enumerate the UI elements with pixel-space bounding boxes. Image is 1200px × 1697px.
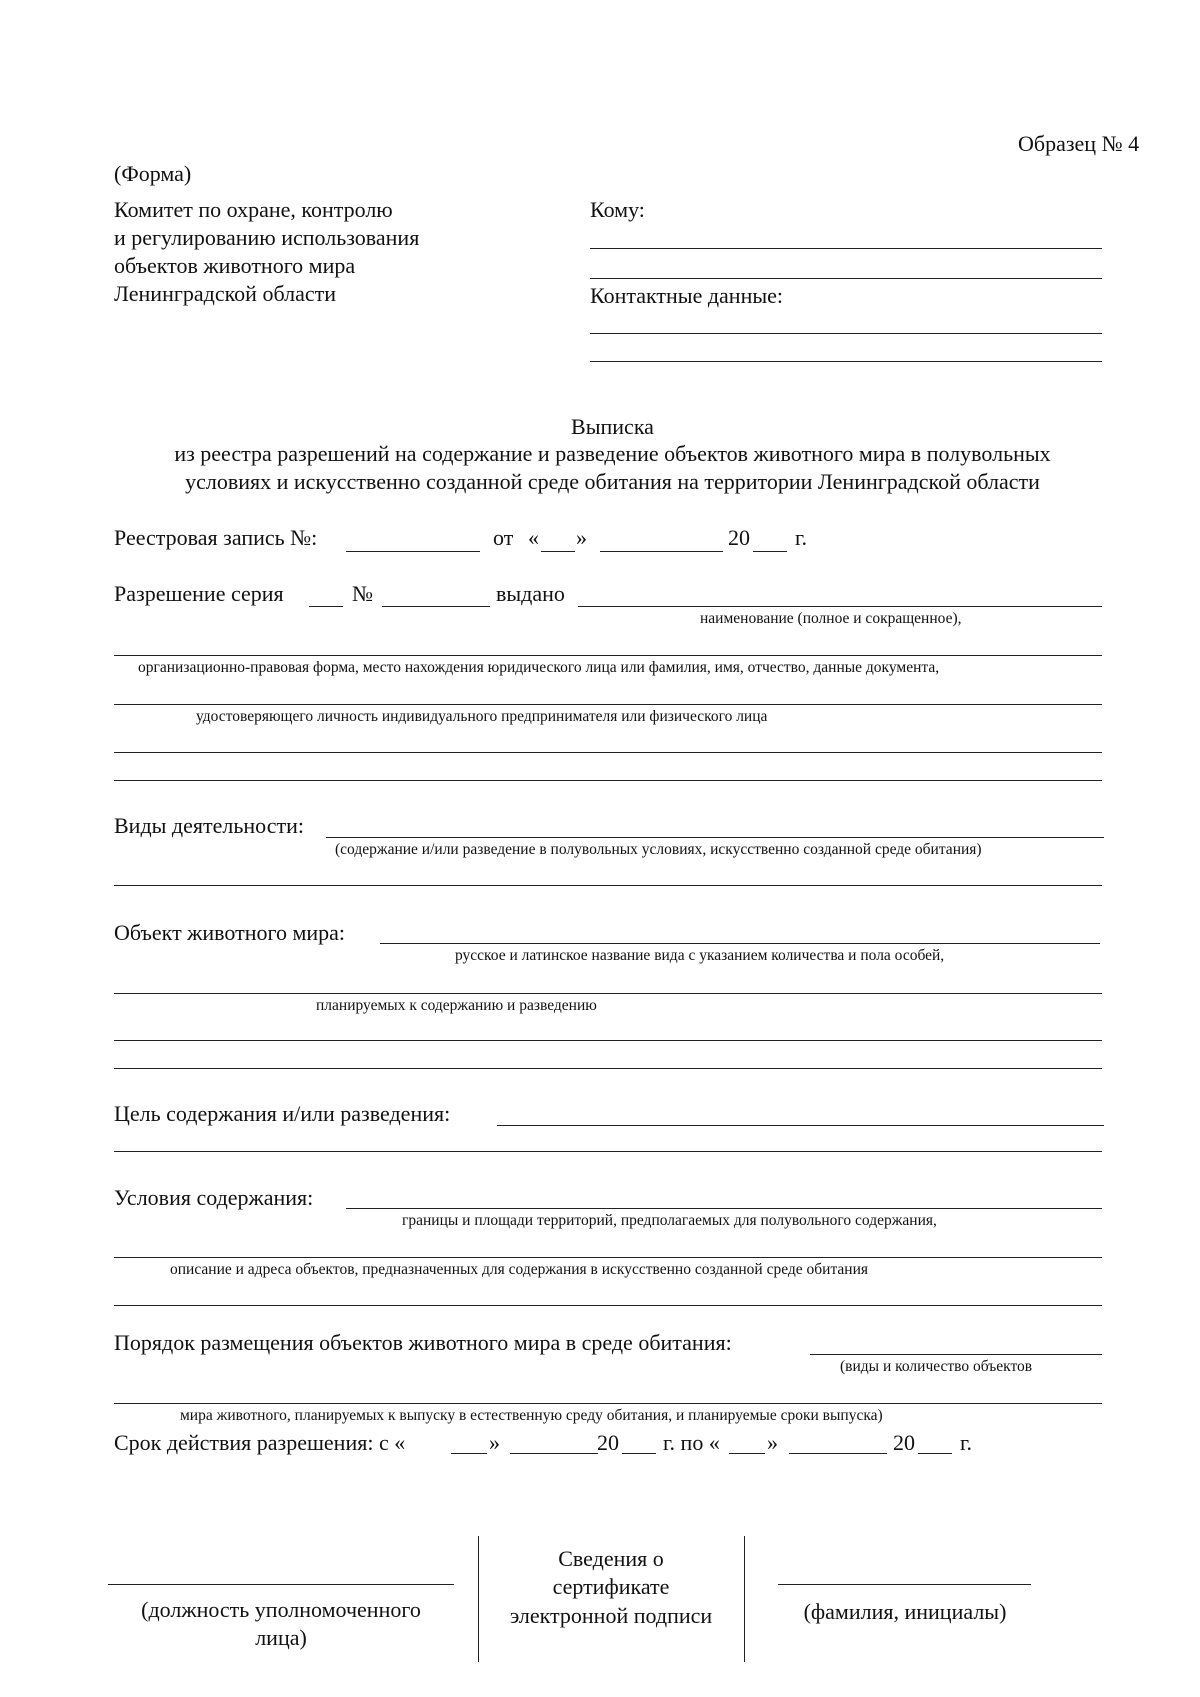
registry-year-prefix: 20 xyxy=(728,525,750,550)
validity-from-month-field[interactable] xyxy=(510,1453,598,1454)
conditions-field-line-2[interactable] xyxy=(114,1257,1102,1258)
validity-quote-close-2: » xyxy=(767,1430,778,1455)
registry-year-suffix: г. xyxy=(795,525,808,550)
validity-to-year-field[interactable] xyxy=(918,1453,952,1454)
registry-from: от xyxy=(493,525,514,550)
registry-number-field[interactable] xyxy=(346,551,480,552)
permit-field-line-3[interactable] xyxy=(114,704,1102,705)
document-subtitle-1: из реестра разрешений на содержание и разведение объектов животного мира в полувольных xyxy=(174,441,1051,466)
placement-caption-2: мира животного, планируемых к выпуску в естественную среду обитания, и планируемые сроки выпуска) xyxy=(180,1407,883,1424)
validity-from-day-field[interactable] xyxy=(451,1453,487,1454)
permit-series-field[interactable] xyxy=(309,606,343,607)
validity-label: Срок действия разрешения: с « xyxy=(114,1430,406,1455)
committee-line-1: Комитет по охране, контролю xyxy=(114,197,393,222)
document-subtitle-2: условиях и искусственно созданной среде обитания на территории Ленинградской области xyxy=(185,469,1040,494)
contacts-field-line-2[interactable] xyxy=(590,361,1102,362)
sample-number: Образец № 4 xyxy=(1018,131,1140,156)
object-field-line-3[interactable] xyxy=(114,1040,1102,1041)
validity-quote-close: » xyxy=(489,1430,500,1455)
conditions-field-line-3[interactable] xyxy=(114,1305,1102,1306)
purpose-field[interactable] xyxy=(497,1125,1104,1126)
purpose-field-line-2[interactable] xyxy=(114,1151,1102,1152)
committee-line-3: объектов животного мира xyxy=(114,253,356,278)
registry-day-field[interactable] xyxy=(541,551,575,552)
permit-caption-1: наименование (полное и сокращенное), xyxy=(700,610,962,627)
conditions-label: Условия содержания: xyxy=(114,1185,314,1210)
permit-label: Разрешение серия xyxy=(114,581,284,606)
permit-issued-field[interactable] xyxy=(578,606,1102,607)
object-caption-1: русское и латинское название вида с указанием количества и пола особей, xyxy=(455,947,945,964)
to-field-line-1[interactable] xyxy=(590,248,1102,249)
form-label: (Форма) xyxy=(114,161,192,186)
object-label: Объект животного мира: xyxy=(114,920,346,945)
registry-year-field[interactable] xyxy=(753,551,787,552)
registry-quote-close: » xyxy=(576,525,587,550)
registry-label: Реестровая запись №: xyxy=(114,525,318,550)
placement-caption-1: (виды и количество объектов xyxy=(840,1358,1033,1375)
position-signature-line[interactable] xyxy=(108,1584,454,1585)
permit-number-sign: № xyxy=(352,581,373,606)
placement-field[interactable] xyxy=(810,1354,1102,1355)
conditions-caption-1: границы и площади территорий, предполагаемых для полувольного содержания, xyxy=(402,1212,937,1229)
name-caption: (фамилия, инициалы) xyxy=(803,1599,1007,1624)
to-label: Кому: xyxy=(590,197,645,222)
committee-line-4: Ленинградской области xyxy=(114,281,336,306)
position-caption-2: лица) xyxy=(255,1625,307,1650)
certificate-line-2: сертификате xyxy=(552,1574,670,1599)
activity-label: Виды деятельности: xyxy=(114,813,304,838)
to-field-line-2[interactable] xyxy=(590,278,1102,279)
registry-quote-open: « xyxy=(528,525,539,550)
contacts-field-line-1[interactable] xyxy=(590,333,1102,334)
document-title: Выписка xyxy=(571,414,654,439)
placement-field-line-2[interactable] xyxy=(114,1403,1102,1404)
validity-mid: г. по « xyxy=(663,1430,720,1455)
registry-month-field[interactable] xyxy=(600,551,723,552)
validity-year1-prefix: 20 xyxy=(597,1430,619,1455)
certificate-line-3: электронной подписи xyxy=(509,1603,713,1628)
permit-field-line-2[interactable] xyxy=(114,655,1102,656)
committee-line-2: и регулированию использования xyxy=(114,225,420,250)
placement-label: Порядок размещения объектов животного мира в среде обитания: xyxy=(114,1330,732,1355)
object-field-line-4[interactable] xyxy=(114,1068,1102,1069)
object-caption-2: планируемых к содержанию и разведению xyxy=(316,997,597,1014)
conditions-field[interactable] xyxy=(346,1208,1102,1209)
activity-caption: (содержание и/или разведение в полувольных условиях, искусственно созданной среде обитания) xyxy=(335,841,982,858)
object-field-line-2[interactable] xyxy=(114,993,1102,994)
validity-end: г. xyxy=(960,1430,973,1455)
activity-field-line-2[interactable] xyxy=(114,885,1102,886)
validity-from-year-field[interactable] xyxy=(622,1453,656,1454)
object-field[interactable] xyxy=(380,943,1100,944)
permit-caption-3: удостоверяющего личность индивидуального предпринимателя или физического лица xyxy=(196,708,768,725)
signature-divider-right xyxy=(744,1536,745,1662)
conditions-caption-2: описание и адреса объектов, предназначенных для содержания в искусственно созданной среде обитания xyxy=(170,1261,869,1278)
validity-to-month-field[interactable] xyxy=(789,1453,887,1454)
position-caption-1: (должность уполномоченного xyxy=(141,1597,421,1622)
validity-to-day-field[interactable] xyxy=(729,1453,765,1454)
name-signature-line[interactable] xyxy=(778,1584,1031,1585)
permit-number-field[interactable] xyxy=(382,606,490,607)
permit-field-line-4[interactable] xyxy=(114,752,1102,753)
permit-caption-2: организационно-правовая форма, место нахождения юридического лица или фамилия, имя, отчество, данные документа, xyxy=(138,659,940,676)
certificate-line-1: Сведения о xyxy=(558,1546,664,1571)
contacts-label: Контактные данные: xyxy=(590,283,783,308)
validity-year2-prefix: 20 xyxy=(893,1430,915,1455)
permit-issued-label: выдано xyxy=(496,581,565,606)
purpose-label: Цель содержания и/или разведения: xyxy=(114,1101,451,1126)
permit-field-line-5[interactable] xyxy=(114,780,1102,781)
activity-field[interactable] xyxy=(326,837,1104,838)
